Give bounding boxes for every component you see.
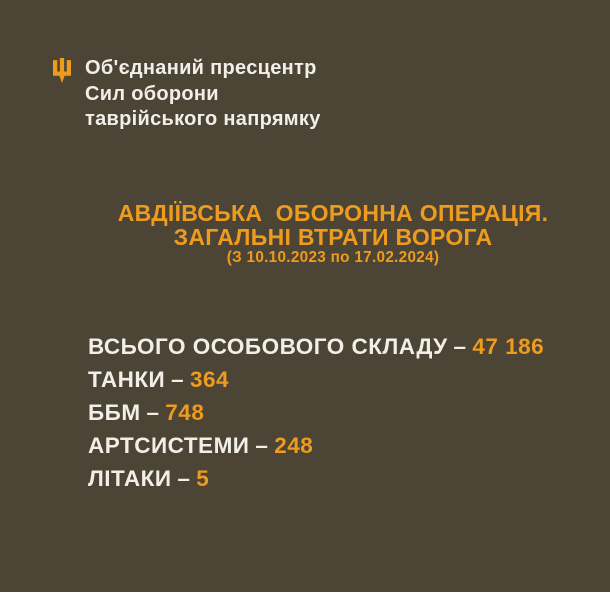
stat-value: 248 [274,433,314,458]
org-name-line-3: таврійського напрямку [85,108,321,130]
title-line-2: ЗАГАЛЬНІ ВТРАТИ ВОРОГА [173,223,493,250]
stat-separator: – [177,466,191,491]
stat-row-afv [88,396,544,429]
stat-separator: – [171,367,185,392]
stat-label: ЛІТАКИ [88,466,172,491]
org-name-line-1: Об'єднаний пресцентр [85,57,317,79]
stat-row-tanks [88,363,544,396]
org-name [85,56,321,133]
stat-label: АРТСИСТЕМИ [88,433,250,458]
stat-value: 748 [165,400,205,425]
enemy-losses-list [88,330,544,495]
stat-value: 364 [189,367,229,392]
press-center-header [53,56,321,133]
stat-label: ББМ [88,400,141,425]
org-name-line-2: Сил оборони [85,82,219,105]
stat-separator: – [255,433,269,458]
title-line-1: АВДІЇВСЬКА ОБОРОННА ОПЕРАЦІЯ. [117,200,549,226]
stat-value: 5 [196,466,210,491]
stat-separator: – [453,334,467,359]
tryzub-icon [53,58,71,83]
stat-row-aircraft [88,462,544,495]
stat-label: ВСЬОГО ОСОБОВОГО СКЛАДУ [88,334,448,359]
stat-label: ТАНКИ [88,367,166,392]
title-date-range: (З 10.10.2023 по 17.02.2024) [226,249,440,266]
stat-separator: – [146,400,160,425]
stat-row-personnel [88,330,544,363]
title-block [56,202,610,268]
stat-value: 47 186 [472,334,545,359]
stat-row-artillery [88,429,544,462]
footer-white-strip [0,592,610,610]
